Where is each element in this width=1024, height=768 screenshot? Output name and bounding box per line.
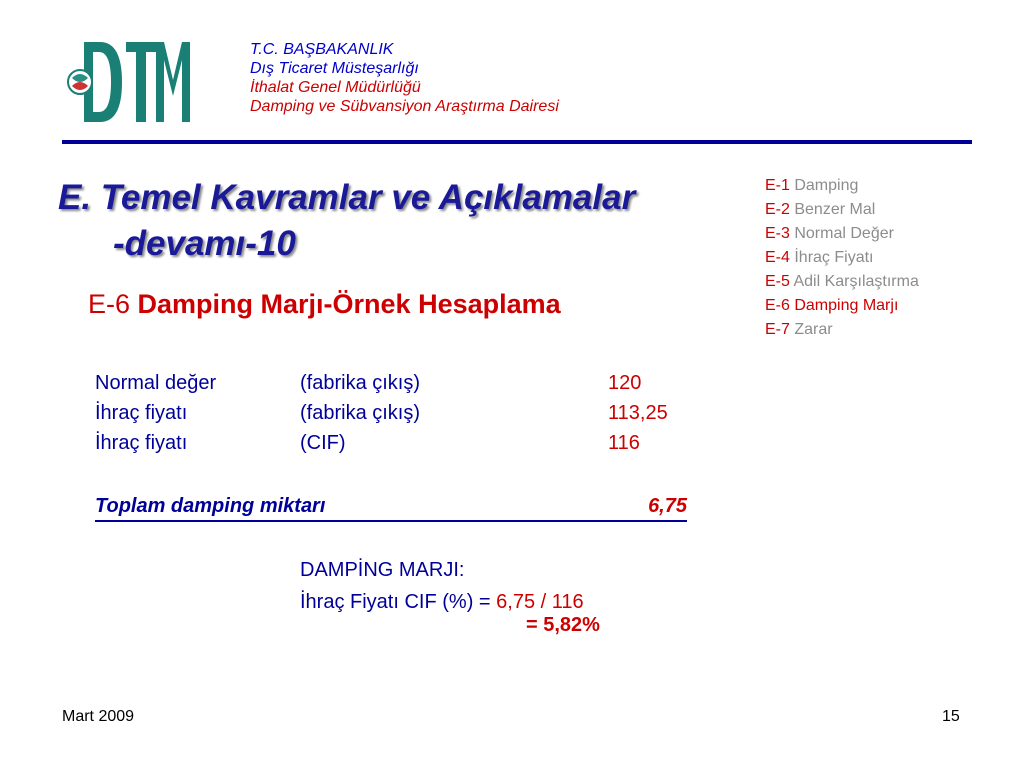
sidebar-item-code: E-6 bbox=[765, 297, 790, 314]
sidebar-item-e1[interactable] bbox=[765, 174, 919, 198]
subtitle-code: E-6 bbox=[88, 289, 131, 319]
row-value: 120 bbox=[608, 372, 642, 394]
sidebar-item-e6[interactable] bbox=[765, 294, 919, 318]
row-basis: (fabrika çıkış) bbox=[300, 402, 421, 424]
sidebar-item-label: Damping Marjı bbox=[789, 297, 899, 314]
topic-sidebar bbox=[765, 174, 919, 342]
sidebar-item-label: Zarar bbox=[789, 321, 833, 338]
sidebar-item-code: E-4 bbox=[765, 249, 790, 266]
margin-equals: = bbox=[473, 591, 497, 613]
sidebar-item-e3[interactable] bbox=[765, 222, 919, 246]
row-basis: (CIF) bbox=[300, 432, 346, 454]
total-value: 6,75 bbox=[648, 495, 687, 517]
sidebar-item-label: Normal Değer bbox=[789, 225, 894, 242]
margin-result: = 5,82% bbox=[526, 614, 600, 636]
org-line-3: İthalat Genel Müdürlüğü bbox=[250, 79, 421, 96]
organization-header bbox=[250, 40, 559, 116]
slide-title-line-2: -devamı-10 bbox=[113, 224, 296, 263]
sidebar-item-label: İhraç Fiyatı bbox=[789, 249, 874, 266]
sidebar-item-e2[interactable] bbox=[765, 198, 919, 222]
page-number: 15 bbox=[942, 708, 960, 725]
sidebar-item-e4[interactable] bbox=[765, 246, 919, 270]
subtitle-text: Damping Marjı-Örnek Hesaplama bbox=[130, 289, 561, 319]
row-label: İhraç fiyatı bbox=[95, 402, 188, 424]
margin-formula-label: İhraç Fiyatı CIF (%) bbox=[300, 591, 474, 613]
header-divider bbox=[62, 140, 972, 144]
sidebar-item-e5[interactable] bbox=[765, 270, 919, 294]
row-value: 113,25 bbox=[608, 402, 668, 424]
table-row bbox=[95, 368, 695, 398]
slide-title-line-1: E. Temel Kavramlar ve Açıklamalar bbox=[58, 178, 636, 217]
row-label: İhraç fiyatı bbox=[95, 432, 188, 454]
sidebar-item-e7[interactable] bbox=[765, 318, 919, 342]
sidebar-item-label: Adil Karşılaştırma bbox=[789, 273, 919, 290]
margin-title: DAMPİNG MARJI: bbox=[300, 559, 465, 581]
section-subtitle bbox=[88, 289, 561, 320]
calculation-table bbox=[95, 368, 695, 458]
sidebar-item-code: E-7 bbox=[765, 321, 790, 338]
row-value: 116 bbox=[608, 432, 640, 454]
margin-formula: 6,75 / 116 bbox=[496, 591, 584, 613]
footer-date: Mart 2009 bbox=[62, 708, 135, 725]
total-dumping-row bbox=[95, 492, 687, 522]
sidebar-item-code: E-5 bbox=[765, 273, 790, 290]
sidebar-item-code: E-2 bbox=[765, 201, 790, 218]
dtm-logo bbox=[66, 40, 190, 124]
row-label: Normal değer bbox=[95, 372, 217, 394]
sidebar-item-code: E-1 bbox=[765, 177, 790, 194]
dumping-margin-block bbox=[300, 554, 584, 618]
table-row bbox=[95, 428, 695, 458]
org-line-1: T.C. BAŞBAKANLIK bbox=[250, 41, 394, 58]
sidebar-item-code: E-3 bbox=[765, 225, 790, 242]
sidebar-item-label: Benzer Mal bbox=[789, 201, 876, 218]
total-label: Toplam damping miktarı bbox=[95, 495, 326, 517]
org-line-4: Damping ve Sübvansiyon Araştırma Dairesi bbox=[250, 98, 559, 115]
sidebar-item-label: Damping bbox=[789, 177, 859, 194]
table-row bbox=[95, 398, 695, 428]
org-line-2: Dış Ticaret Müsteşarlığı bbox=[250, 60, 419, 77]
slide-title bbox=[58, 175, 758, 267]
row-basis: (fabrika çıkış) bbox=[300, 372, 421, 394]
